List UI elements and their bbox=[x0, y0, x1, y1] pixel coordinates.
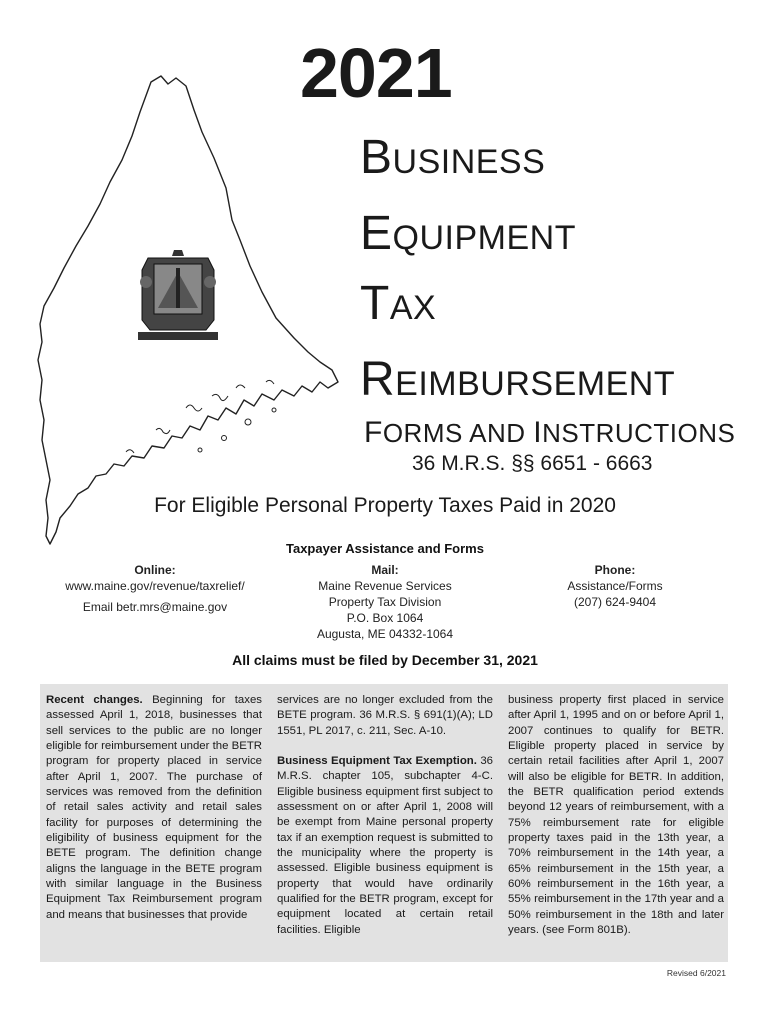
bete-text: 36 M.R.S. chapter 105, subchapter 4-C. Eligible business equipment first subject to assessment on or after April 1, 2008 will be exempt from Maine personal property tax if an exemption request is submitted to the municipality where the property is assessed. Eligible business equipment is property that would have ordinarily qualified for the BETR program, except for equipment located at certain retail facilities. Eligible bbox=[277, 755, 493, 936]
phone-label: Phone: bbox=[594, 563, 636, 577]
maine-map-outline bbox=[36, 70, 346, 550]
title-rest: AX bbox=[389, 289, 437, 327]
phone-number[interactable]: (207) 624-9404 bbox=[573, 595, 657, 609]
assistance-heading: Taxpayer Assistance and Forms bbox=[286, 541, 484, 556]
filing-deadline: All claims must be filed by December 31, 2021 bbox=[232, 652, 538, 668]
title-tax bbox=[360, 277, 437, 330]
notes-column-3 bbox=[508, 693, 724, 939]
title-initial: T bbox=[360, 277, 390, 330]
bete-exclusion-text: services are no longer excluded from the BETE program. 36 M.R.S. § 691(1)(A); LD 1551, PL 2017, c. 211, Sec. A-10. bbox=[277, 694, 493, 737]
notes-column-2 bbox=[277, 693, 493, 938]
online-url[interactable]: www.maine.gov/revenue/taxrelief/ bbox=[65, 579, 245, 593]
title-rest: USINESS bbox=[392, 143, 546, 181]
title-rest: QUIPMENT bbox=[392, 219, 576, 257]
forms-and-instructions: FORMS AND INSTRUCTIONS bbox=[364, 416, 736, 449]
title-initial: E bbox=[360, 207, 393, 260]
mail-line: Maine Revenue Services bbox=[318, 579, 452, 593]
title-business bbox=[360, 131, 546, 184]
online-label: Online: bbox=[134, 563, 176, 577]
statute-reference: 36 M.R.S. §§ 6651 - 6663 bbox=[412, 452, 653, 475]
mail-label: Mail: bbox=[371, 563, 399, 577]
recent-changes-heading: Recent changes. bbox=[46, 694, 143, 706]
tax-year-line: For Eligible Personal Property Taxes Paid in 2020 bbox=[154, 494, 616, 517]
mail-line: Property Tax Division bbox=[328, 595, 442, 609]
online-contact bbox=[50, 562, 260, 615]
title-rest: EIMBURSEMENT bbox=[395, 365, 676, 403]
revision-date: Revised 6/2021 bbox=[666, 968, 726, 978]
notes-panel bbox=[40, 684, 728, 962]
notes-column-1 bbox=[46, 693, 262, 923]
title-initial: R bbox=[360, 353, 396, 406]
phone-contact bbox=[540, 562, 690, 610]
mail-contact bbox=[290, 562, 480, 642]
title-equipment bbox=[360, 207, 576, 260]
mail-line: Augusta, ME 04332-1064 bbox=[316, 627, 454, 641]
bete-heading: Business Equipment Tax Exemption. bbox=[277, 755, 477, 768]
mail-line: P.O. Box 1064 bbox=[346, 611, 424, 625]
recent-changes-text: Beginning for taxes assessed April 1, 2018, businesses that sell services to the public are no longer eligible for reimbursement under the BETR program for property placed in service after April 1, 2007. The purchase of services was removed from the definition of retail sales activity and retail sales facility for purposes of determining the eligibility of business equipment for the BETE program. The definition change aligns the language in the BETE program with similar language in the Business Equipment Tax Reimbursement program and means that businesses that provide bbox=[46, 694, 262, 921]
title-initial: B bbox=[360, 131, 393, 184]
state-seal-icon bbox=[138, 250, 218, 340]
phone-line: Assistance/Forms bbox=[567, 579, 663, 593]
betr-qualification-text: business property first placed in service after April 1, 1995 and on or before April 1, 2007 continues to qualify for BETR. Eligible property placed in service by certain retail facilities after April 1, 2007 will also be eligible for BETR. In addition, the BETR qualification period extends beyond 12 years of reimbursement, with a 75% reimbursement rate for eligible property taxes paid in the 13th year, a 70% reimbursement in the 14th year, a 65% reimbursement in the 15th year, a 60% reimbursement in the 16th year, a 55% reimbursement in the 17th year and a 50% reimbursement in the 18th and later years. (see Form 801B). bbox=[508, 694, 724, 937]
title-reimbursement bbox=[360, 353, 676, 406]
email-address[interactable]: Email betr.mrs@maine.gov bbox=[82, 600, 228, 614]
year-heading: 2021 bbox=[300, 34, 452, 112]
